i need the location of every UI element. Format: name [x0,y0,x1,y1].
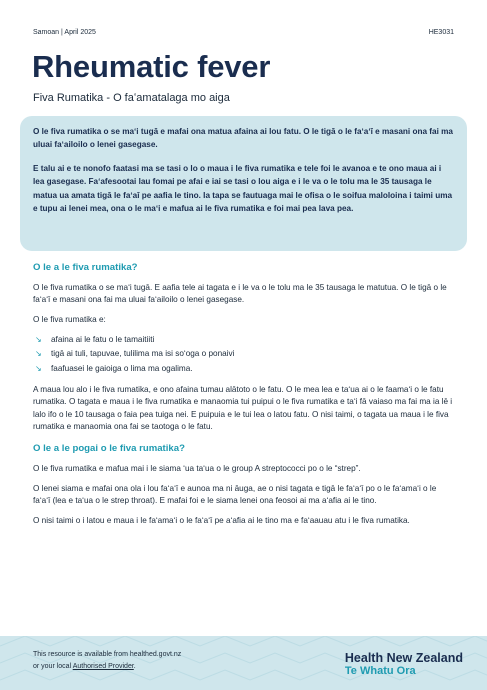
section-heading: O le a le fiva rumatika? [33,262,138,273]
brand-logo [345,651,463,678]
arrow-down-right-icon: ↘ [35,335,42,345]
callout-paragraph-1: O le fiva rumatika o se maʻi tugā e mafai ona matua afaina ai lou fatu. O le tigā o le faʻaʻī e masani ona fai ma uluai faʻailoilo o lenei gasegase. [33,127,453,150]
paragraph: O le fiva rumatika o se maʻi tugā. E aafia tele ai tagata e i le va o le tolu ma le 35 tausaga le matutua. O le tigā o le faʻaʻī e masani ona fai ma uluai faʻailoilo o lenei gasegase. [33,283,447,305]
paragraph: O le fiva rumatika e mafua mai i le siama ʻua taʻua o le group A streptococci po o le “strep”. [33,464,361,474]
list-item [33,333,455,347]
availability-note [33,649,181,672]
list-item-text: tigā ai tuli, tapuvae, tulilima ma isi soʻoga o ponaivi [51,349,235,359]
section-cause [33,443,455,527]
arrow-down-right-icon: ↘ [35,363,42,373]
section-what-is [33,262,455,433]
top-bar [33,29,454,41]
language-date: Samoan | April 2025 [33,29,96,36]
availability-line-1: This resource is available from healthed.govt.nz [33,651,182,658]
list-item-text: faafuasei le gaioiga o lima ma ogalima. [51,363,193,373]
availability-prefix: or your local [33,662,73,670]
page-title: Rheumatic fever [32,49,271,84]
availability-suffix: . [133,662,136,670]
intro-callout [20,116,467,251]
brand-name: Health New Zealand [344,651,463,665]
paragraph: O nisi taimi o i latou e maua i le faʻamaʻi o le faʻaʻī pe aʻafia ai le tino ma e faʻaauau atu i le fiva rumatika. [33,515,410,525]
authorised-provider-link[interactable]: Authorised Provider [72,662,134,670]
arrow-down-right-icon: ↘ [35,349,42,359]
section-heading: O le a le pogai o le fiva rumatika? [33,443,185,455]
list-item [33,347,455,361]
bullet-list [33,333,455,376]
paragraph: O le fiva rumatika e: [33,314,106,324]
footer [0,636,487,690]
list-item [33,362,455,376]
availability-line-2 [33,661,181,673]
brand-maori-name: Te Whatu Ora [344,665,416,677]
callout-paragraph-2: E talu ai e te nonofo faatasi ma se tasi o lo o maua i le fiva rumatika e tele foi le avanoa e te ono maua ai i lea gasegase. Faʻafesootai lau fomai pe afai e iai se tasi o lou aiga e i le va o le tolu ma le 35 tausaga le matua ua amata tigā le faʻaī pe aafia le tino. Ia tapa se fautuaga mai le ofisa o le soifua maloloina i taimi uma e tupu ai lenei mea, ona o le maʻi e mafua ai le fiva rumatika e foi mai pea lava pea. [33,163,453,214]
document-code: HE3031 [428,29,454,36]
paragraph: O lenei siama e mafai ona ola i lou faʻaʻī e aunoa ma ni āuga, ae o nisi tagata e tigā le faʻaʻī po o le faʻamaʻi o le faʻaʻī (lea e taʻua o le strep throat). E mafai foi e le siama lenei ona feosoi ai ma aʻafia ai le tino. [33,483,437,506]
list-item-text: afaina ai le fatu o le tamaitiiti [51,335,155,345]
page-subtitle: Fiva Rumatika - O faʻamatalaga mo aiga [33,92,230,104]
main-content [33,262,455,534]
paragraph: A maua lou alo i le fiva rumatika, e ono afaina tumau alātoto o le fatu. O le mea lea e taʻua ai o le faamaʻi o le fatu rumatika. O tagata e maua i le fiva rumatika e manaomia tui puipui o le fiva rumatika e taʻi fā vaiaso ma fai ma ia lē i lalo ifo o le 10 tausaga o faia pea tuiga nei. E puipuia e le tui lea o latou fatu. O nisi taimi, o tagata ua maua i le fiva rumatika e manaomia ona fai se taotoga o le fatu. [33,384,453,432]
